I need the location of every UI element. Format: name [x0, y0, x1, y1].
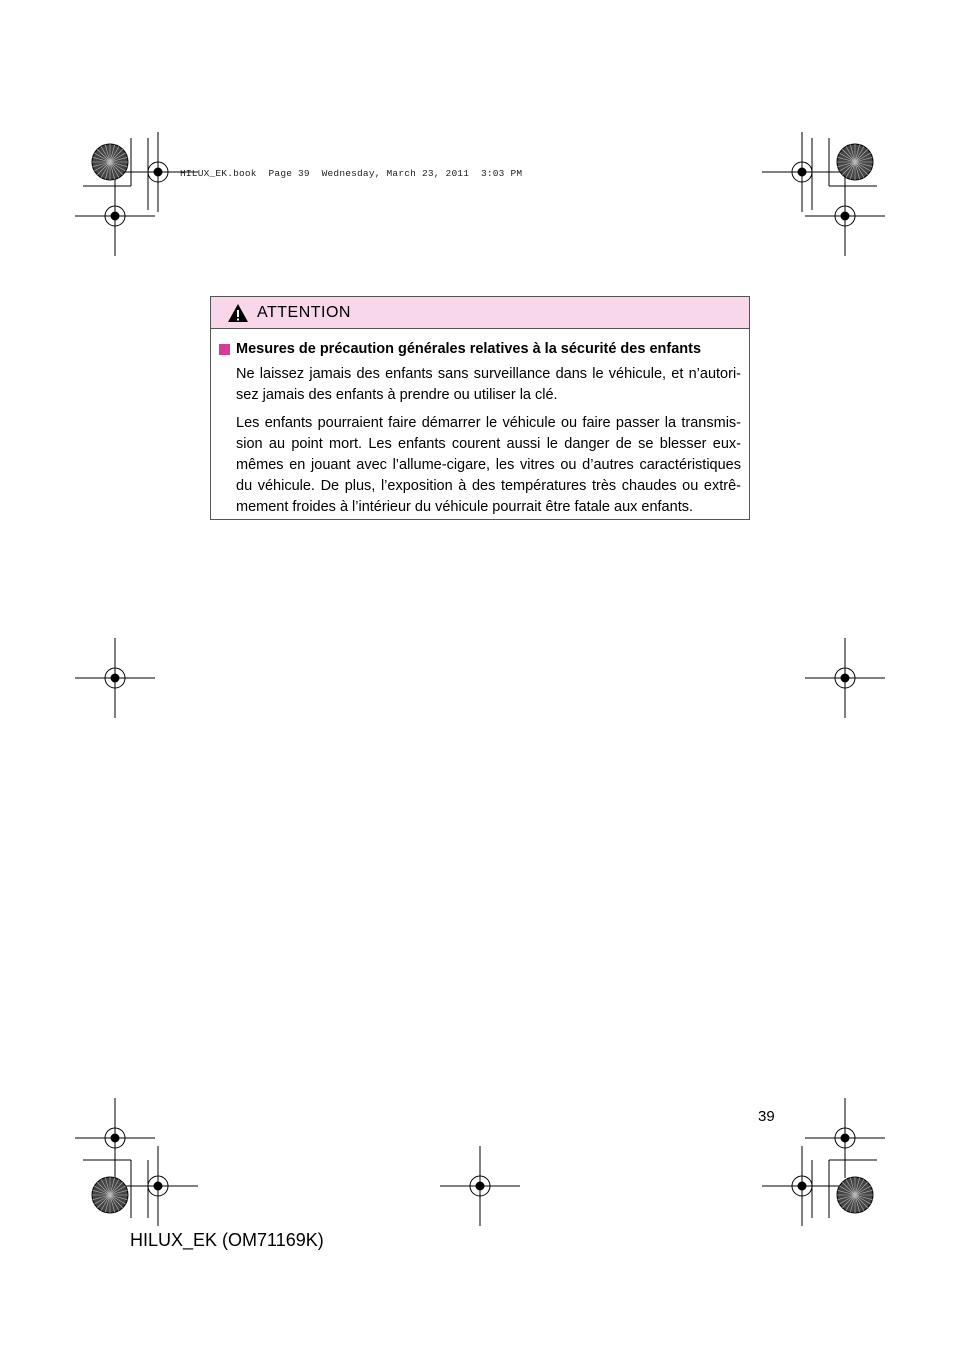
caution-paragraph-1: Ne laissez jamais des enfants sans surveillance dans le véhicule, et n’autori-sez jamais des enfants à prendre ou utiliser la clé. — [236, 366, 741, 403]
square-bullet-icon — [219, 344, 230, 355]
caution-paragraph-2: Les enfants pourraient faire démarrer le véhicule ou faire passer la transmis-sion au point mort. Les enfants courent aussi le danger de se blesser eux-mêmes en jouant avec l’allume-cigare, les vitres ou d’autres caractéristiques du véhicule. De plus, l’exposition à des températures très chaudes ou extrê-mement froides à l’intérieur du véhicule pourrait être fatale aux enfants. — [236, 415, 741, 515]
caution-body — [211, 329, 749, 518]
print-header-line: HILUX_EK.book Page 39 Wednesday, March 23, 2011 3:03 PM — [180, 168, 523, 179]
page-number: 39 — [758, 1108, 775, 1125]
warning-triangle-icon — [227, 303, 249, 323]
document-code: HILUX_EK (OM71169K) — [130, 1230, 324, 1250]
section-heading-text: Mesures de précaution générales relatives à la sécurité des enfants — [236, 341, 702, 357]
caution-box — [210, 296, 750, 520]
caution-header — [211, 297, 749, 329]
section-heading — [219, 341, 741, 357]
caution-title: ATTENTION — [257, 303, 351, 321]
